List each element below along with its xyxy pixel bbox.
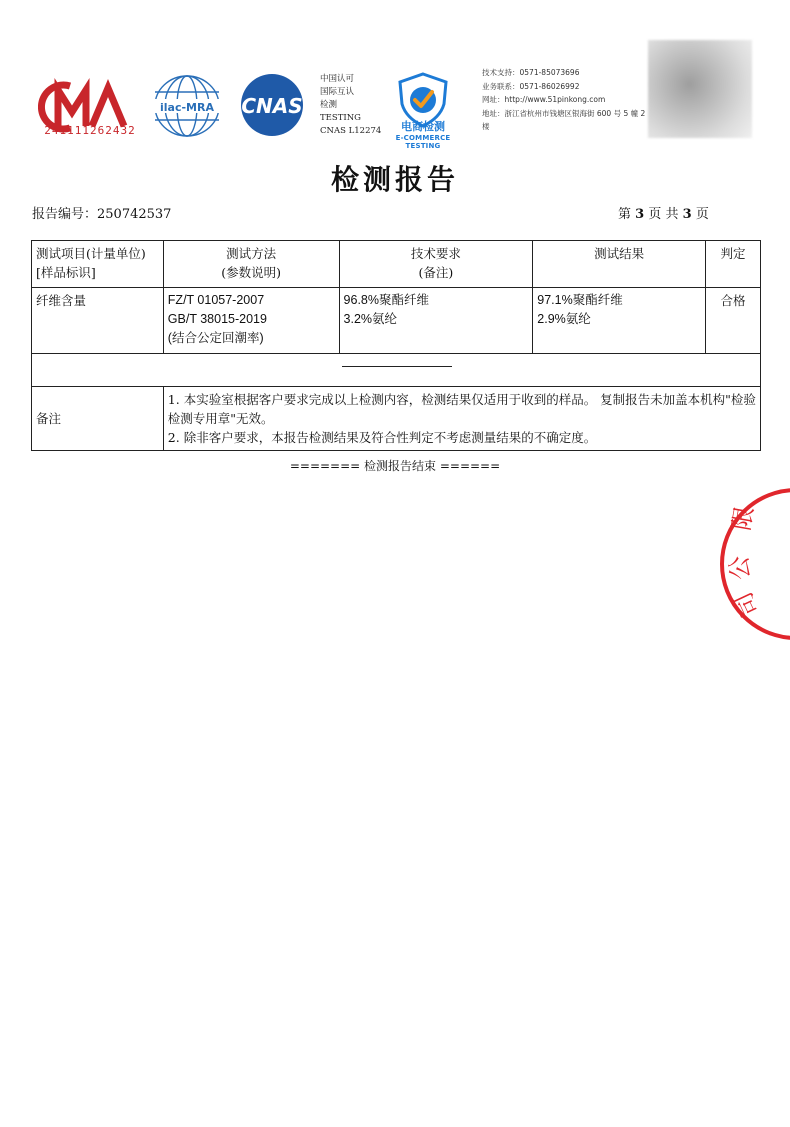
svg-text:ilac-MRA: ilac-MRA bbox=[160, 101, 214, 114]
ecommerce-label-cn: 电商检测 bbox=[401, 120, 445, 133]
svg-text:公: 公 bbox=[724, 554, 755, 582]
cnas-info-line: 国际互认 bbox=[320, 87, 355, 97]
page-prefix: 第 bbox=[618, 207, 632, 222]
page-indicator bbox=[618, 203, 709, 222]
note-1: 1. 本实验室根据客户要求完成以上检测内容，检测结果仅适用于收到的样品。 复制报告未加盖本机构"检验检测专用章"无效。 bbox=[167, 392, 756, 426]
method-line: (结合公定回潮率) bbox=[167, 331, 264, 345]
report-title: 检测报告 bbox=[330, 163, 459, 196]
header-requirement-line1: 技术要求 bbox=[410, 246, 461, 261]
header-method-line2: (参数说明) bbox=[221, 265, 282, 280]
business-contact: 业务联系：0571-86026992 bbox=[482, 81, 580, 91]
cnas-info-line: CNAS L12274 bbox=[320, 126, 382, 136]
cell-requirement bbox=[339, 288, 533, 354]
header-method-line1: 测试方法 bbox=[226, 246, 277, 261]
blurred-qr-code bbox=[648, 40, 752, 138]
cell-item: 纤维含量 bbox=[32, 288, 164, 354]
report-number bbox=[32, 203, 171, 222]
cell-method bbox=[163, 288, 339, 354]
method-line: GB/T 38015-2019 bbox=[167, 312, 267, 326]
ecommerce-testing-label bbox=[378, 118, 468, 150]
cma-number: 241111262432 bbox=[44, 124, 136, 137]
requirement-line: 96.8%聚酯纤维 bbox=[343, 293, 429, 307]
svg-text:限: 限 bbox=[727, 504, 759, 533]
cnas-accreditation-info bbox=[320, 73, 381, 138]
tech-support: 技术支持：0571-85073696 bbox=[482, 68, 580, 77]
notes-label: 备注 bbox=[32, 387, 164, 451]
cnas-info-line: 中国认可 bbox=[320, 74, 355, 84]
result-line: 2.9%氨纶 bbox=[537, 312, 591, 326]
svg-text:CNAS: CNAS bbox=[241, 94, 303, 118]
website: 网址：http://www.51pinkong.com bbox=[482, 95, 606, 104]
page-suffix: 页 bbox=[695, 207, 709, 222]
cell-result bbox=[533, 288, 706, 354]
header-item-line1: 测试项目(计量单位) bbox=[36, 246, 146, 261]
requirement-line: 3.2%氨纶 bbox=[343, 312, 398, 326]
address: 地址：浙江省杭州市钱塘区银海街 600 号 5 幢 2 楼 bbox=[482, 108, 646, 131]
svg-text:司: 司 bbox=[729, 587, 765, 622]
page-current: 3 bbox=[635, 207, 645, 222]
cnas-info-line: TESTING bbox=[320, 113, 361, 123]
notes-row bbox=[32, 387, 761, 451]
report-end-line: ======= 检测报告结束 ====== bbox=[289, 459, 501, 473]
method-line: FZ/T 01057-2007 bbox=[167, 293, 265, 307]
company-seal-stamp bbox=[716, 484, 790, 644]
header-item-line2: [样品标识] bbox=[36, 265, 96, 280]
separator-line bbox=[342, 366, 452, 367]
table-header-row bbox=[32, 241, 761, 288]
contact-info bbox=[482, 66, 647, 134]
page-total: 3 bbox=[682, 207, 692, 222]
cnas-info-line: 检测 bbox=[320, 100, 338, 110]
header-requirement-line2: (备注) bbox=[418, 265, 454, 280]
report-number-label: 报告编号： bbox=[32, 207, 98, 222]
header-judgement: 判定 bbox=[706, 241, 761, 288]
header-method bbox=[163, 241, 339, 288]
test-results-table bbox=[31, 240, 761, 451]
cell-judgement: 合格 bbox=[706, 288, 761, 354]
header-result: 测试结果 bbox=[533, 241, 706, 288]
header-item bbox=[32, 241, 164, 288]
separator-cell bbox=[32, 354, 761, 387]
note-2: 2. 除非客户要求，本报告检测结果及符合性判定不考虑测量结果的不确定度。 bbox=[167, 430, 597, 445]
notes-content bbox=[163, 387, 760, 451]
separator-row bbox=[32, 354, 761, 387]
cnas-logo bbox=[230, 72, 314, 138]
page-mid: 页 共 bbox=[648, 207, 679, 222]
table-row bbox=[32, 288, 761, 354]
ecommerce-label-en: E-COMMERCE TESTING bbox=[395, 134, 451, 150]
report-number-value: 250742537 bbox=[97, 207, 172, 222]
header-requirement bbox=[339, 241, 533, 288]
result-line: 97.1%聚酯纤维 bbox=[537, 293, 623, 307]
ilac-mra-logo bbox=[152, 72, 222, 140]
